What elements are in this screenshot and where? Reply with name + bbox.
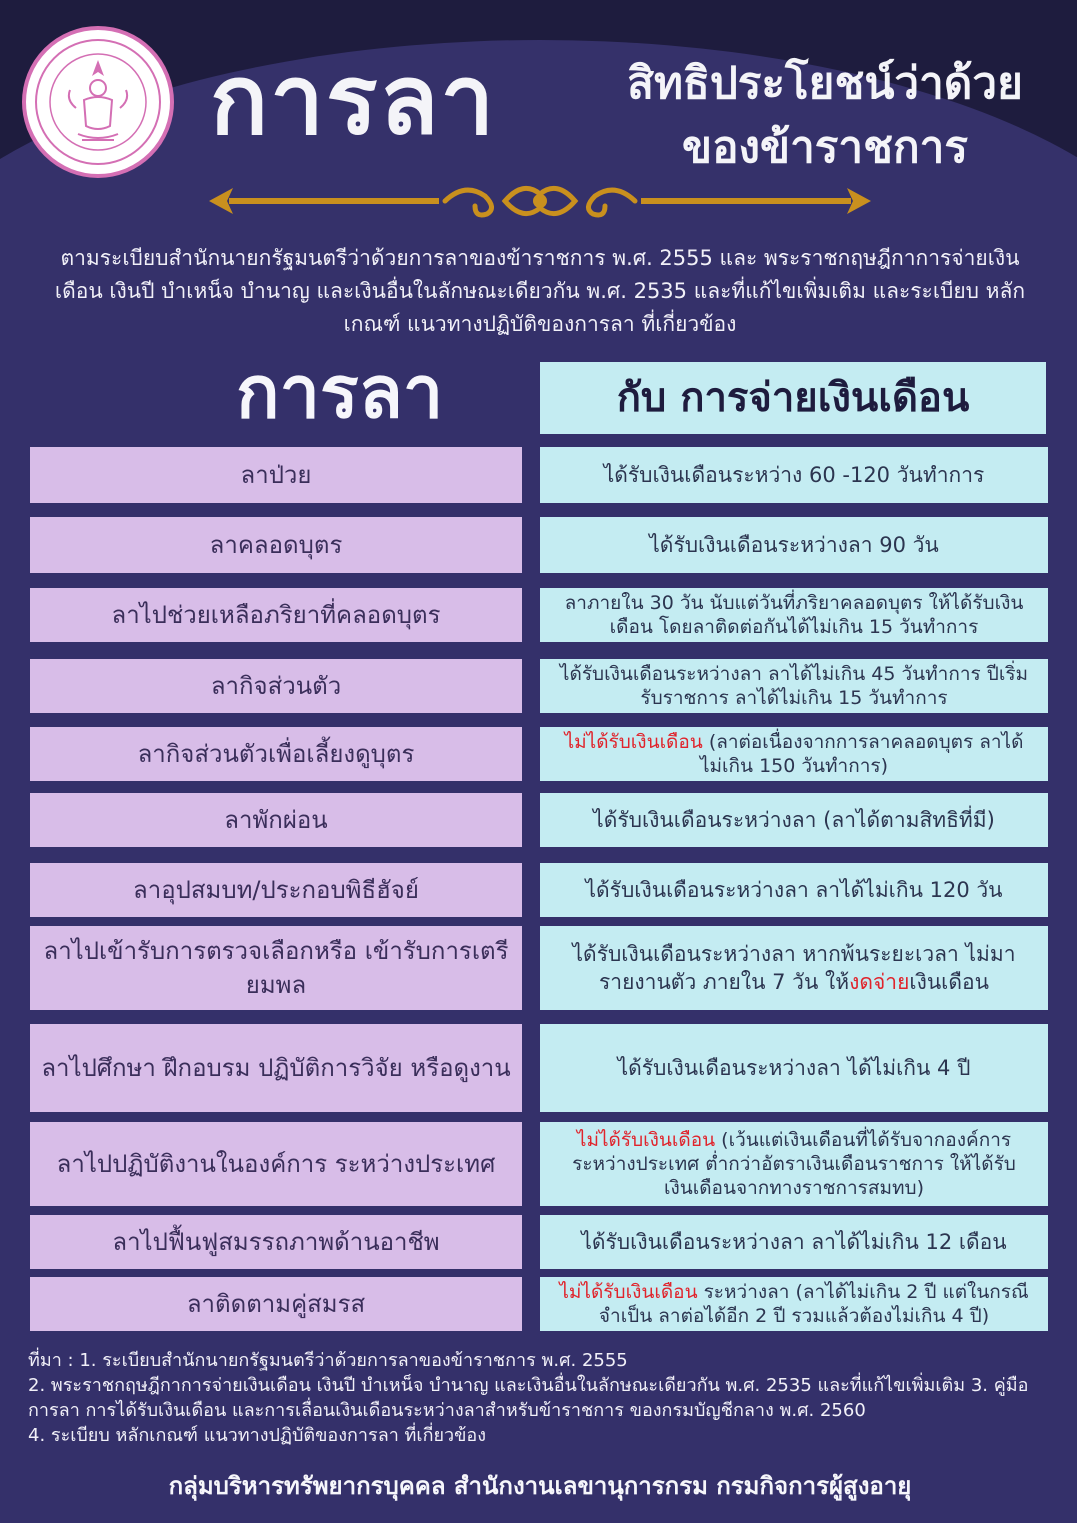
seal-emblem-icon: [26, 30, 170, 174]
leave-type-cell: [30, 1122, 522, 1206]
pay-condition-segment: ได้รับเงินเดือนระหว่างลา (ลาได้ตามสิทธิที่มี): [593, 808, 995, 832]
sources-section: [28, 1348, 1058, 1448]
leave-type-cell: [30, 793, 522, 847]
leave-type-cell: [30, 863, 522, 917]
subtitle-line-2: ของข้าราชการ: [682, 122, 968, 173]
pay-condition-segment: ได้รับเงินเดือนระหว่างลา ลาได้ไม่เกิน 45 วันทำการ ปีเริ่มรับราชการ ลาได้ไม่เกิน 15 วันทำการ: [559, 663, 1029, 709]
leave-type-cell: [30, 517, 522, 573]
pay-condition-cell: [540, 447, 1048, 503]
pay-condition-text: [649, 531, 939, 559]
no-pay-highlight: ไม่ได้รับเงินเดือน: [559, 1281, 698, 1303]
leave-type-cell: [30, 447, 522, 503]
leave-type-cell: [30, 588, 522, 642]
pay-condition-text: [593, 806, 995, 834]
no-pay-highlight: ไม่ได้รับเงินเดือน: [564, 731, 703, 753]
pay-condition-cell: [540, 1024, 1048, 1112]
pay-condition-text: [618, 1054, 971, 1082]
pay-condition-cell: [540, 517, 1048, 573]
pay-condition-text: [558, 940, 1030, 996]
pay-condition-segment: ได้รับเงินเดือนระหว่างลา 90 วัน: [649, 533, 939, 557]
leave-type-label: ลาติดตามคู่สมรส: [186, 1290, 366, 1318]
pay-condition-cell: [540, 1122, 1048, 1206]
pay-condition-text: [558, 730, 1030, 778]
pay-condition-cell: [540, 793, 1048, 847]
pay-condition-segment: ลาภายใน 30 วัน นับแต่วันที่ภริยาคลอดบุตร ให้ได้รับเงินเดือน โดยลาติดต่อกันได้ไม่เกิน 15 วันทำการ: [564, 592, 1024, 638]
pay-condition-text: [585, 876, 1002, 904]
pay-condition-text: [558, 1128, 1030, 1200]
leave-type-cell: [30, 1277, 522, 1331]
pay-condition-cell: [540, 1277, 1048, 1331]
page-title: การลา: [210, 44, 497, 156]
leave-type-label: ลาไปศึกษา ฝึกอบรม ปฏิบัติการวิจัย หรือดูงาน: [41, 1054, 511, 1082]
source-line-3: 4. ระเบียบ หลักเกณฑ์ แนวทางปฏิบัติของการลา ที่เกี่ยวข้อง: [28, 1425, 487, 1446]
pay-column-header: กับ การจ่ายเงินเดือน: [540, 362, 1046, 434]
pay-condition-segment: ระหว่างลา (ลาได้ไม่เกิน 2 ปี แต่ในกรณีจำเป็น ลาต่อได้อีก 2 ปี รวมแล้วต้องไม่เกิน 4 ปี): [598, 1281, 1029, 1327]
leave-type-cell: [30, 727, 522, 781]
pay-condition-text: [558, 1280, 1030, 1328]
leave-type-cell: [30, 1215, 522, 1269]
pay-condition-segment: ได้รับเงินเดือนระหว่างลา หากพ้นระยะเวลา ไม่มารายงานตัว ภายใน 7 วัน ให้: [572, 942, 1016, 994]
leave-type-cell: [30, 1024, 522, 1112]
pay-condition-segment: (เว้นแต่เงินเดือนที่ได้รับจากองค์การ ระหว่างประเทศ ต่ำกว่าอัตราเงินเดือนราชการ ให้ได้รับเงินเดือนจากทางราชการสมทบ): [572, 1129, 1016, 1199]
pay-condition-segment: ได้รับเงินเดือนระหว่างลา ลาได้ไม่เกิน 120 วัน: [585, 878, 1003, 902]
pay-condition-segment: เงินเดือน: [909, 970, 989, 994]
pay-condition-text: [558, 662, 1030, 710]
pay-condition-segment: ได้รับเงินเดือนระหว่างลา ลาได้ไม่เกิน 12 เดือน: [581, 1230, 1007, 1254]
footer-organization: กลุ่มบริหารทรัพยากรบุคคล สำนักงานเลขานุการกรม กรมกิจการผู้สูงอายุ: [168, 1472, 912, 1500]
ornament-divider: [205, 176, 875, 226]
leave-type-label: ลากิจส่วนตัวเพื่อเลี้ยงดูบุตร: [137, 740, 415, 768]
pay-condition-segment: (ลาต่อเนื่องจากการลาคลอดบุตร ลาได้ไม่เกิน 150 วันทำการ): [699, 731, 1024, 777]
leave-type-label: ลาไปช่วยเหลือภริยาที่คลอดบุตร: [111, 601, 441, 629]
ornament-center-dot: [533, 194, 547, 208]
leave-type-cell: [30, 659, 522, 713]
source-line-1: ที่มา : 1. ระเบียบสำนักนายกรัฐมนตรีว่าด้วยการลาของข้าราชการ พ.ศ. 2555: [28, 1350, 628, 1371]
leave-type-label: ลาไปฟื้นฟูสมรรถภาพด้านอาชีพ: [112, 1228, 440, 1256]
subtitle-line-1: สิทธิประโยชน์ว่าด้วย: [627, 58, 1023, 109]
leave-type-label: ลาป่วย: [240, 461, 312, 489]
pay-condition-cell: [540, 926, 1048, 1010]
leave-type-label: ลาพักผ่อน: [224, 806, 328, 834]
leave-column-header: การลา: [236, 350, 444, 434]
leave-type-label: ลาคลอดบุตร: [209, 531, 343, 559]
leave-type-label: ลาไปเข้ารับการตรวจเลือกหรือ เข้ารับการเตรียมพล: [43, 937, 509, 999]
leave-type-label: ลากิจส่วนตัว: [210, 672, 342, 700]
department-seal-logo: [22, 26, 174, 178]
no-pay-highlight: งดจ่าย: [849, 970, 910, 994]
pay-condition-cell: [540, 588, 1048, 642]
pay-condition-cell: [540, 1215, 1048, 1269]
pay-condition-cell: [540, 659, 1048, 713]
pay-condition-cell: [540, 863, 1048, 917]
pay-condition-segment: ได้รับเงินเดือนระหว่างลา ได้ไม่เกิน 4 ปี: [617, 1056, 971, 1080]
pay-condition-text: [604, 461, 985, 489]
pay-condition-segment: ได้รับเงินเดือนระหว่าง 60 -120 วันทำการ: [603, 463, 985, 487]
page-subtitle: [590, 52, 1060, 180]
pay-condition-text: [581, 1228, 1006, 1256]
leave-type-label: ลาอุปสมบท/ประกอบพิธีฮัจย์: [133, 876, 419, 904]
source-line-2: 2. พระราชกฤษฎีกาการจ่ายเงินเดือน เงินปี บำเหน็จ บำนาญ และเงินอื่นในลักษณะเดียวกัน พ.ศ. 2535 และที่แก้ไขเพิ่มเติม 3. คู่มือการลา การได้รับเงินเดือน และการเลื่อนเงินเดือนระหว่างลาสำหรับข้าราชการ ของกรมบัญชีกลาง พ.ศ. 2560: [28, 1375, 1029, 1421]
no-pay-highlight: ไม่ได้รับเงินเดือน: [576, 1129, 716, 1151]
leave-type-label: ลาไปปฏิบัติงานในองค์การ ระหว่างประเทศ: [56, 1150, 496, 1178]
pay-condition-cell: [540, 727, 1048, 781]
ornament-right-bar: [641, 198, 851, 204]
pay-condition-text: [558, 591, 1030, 639]
intro-paragraph: ตามระเบียบสำนักนายกรัฐมนตรีว่าด้วยการลาของข้าราชการ พ.ศ. 2555 และ พระราชกฤษฎีกาการจ่ายเงินเดือน เงินปี บำเหน็จ บำนาญ และเงินอื่นในลักษณะเดียวกัน พ.ศ. 2535 และที่แก้ไขเพิ่มเติม และระเบียบ หลักเกณฑ์ แนวทางปฏิบัติของการลา ที่เกี่ยวข้อง: [54, 246, 1026, 336]
ornament-left-bar: [229, 198, 439, 204]
leave-type-cell: [30, 926, 522, 1010]
